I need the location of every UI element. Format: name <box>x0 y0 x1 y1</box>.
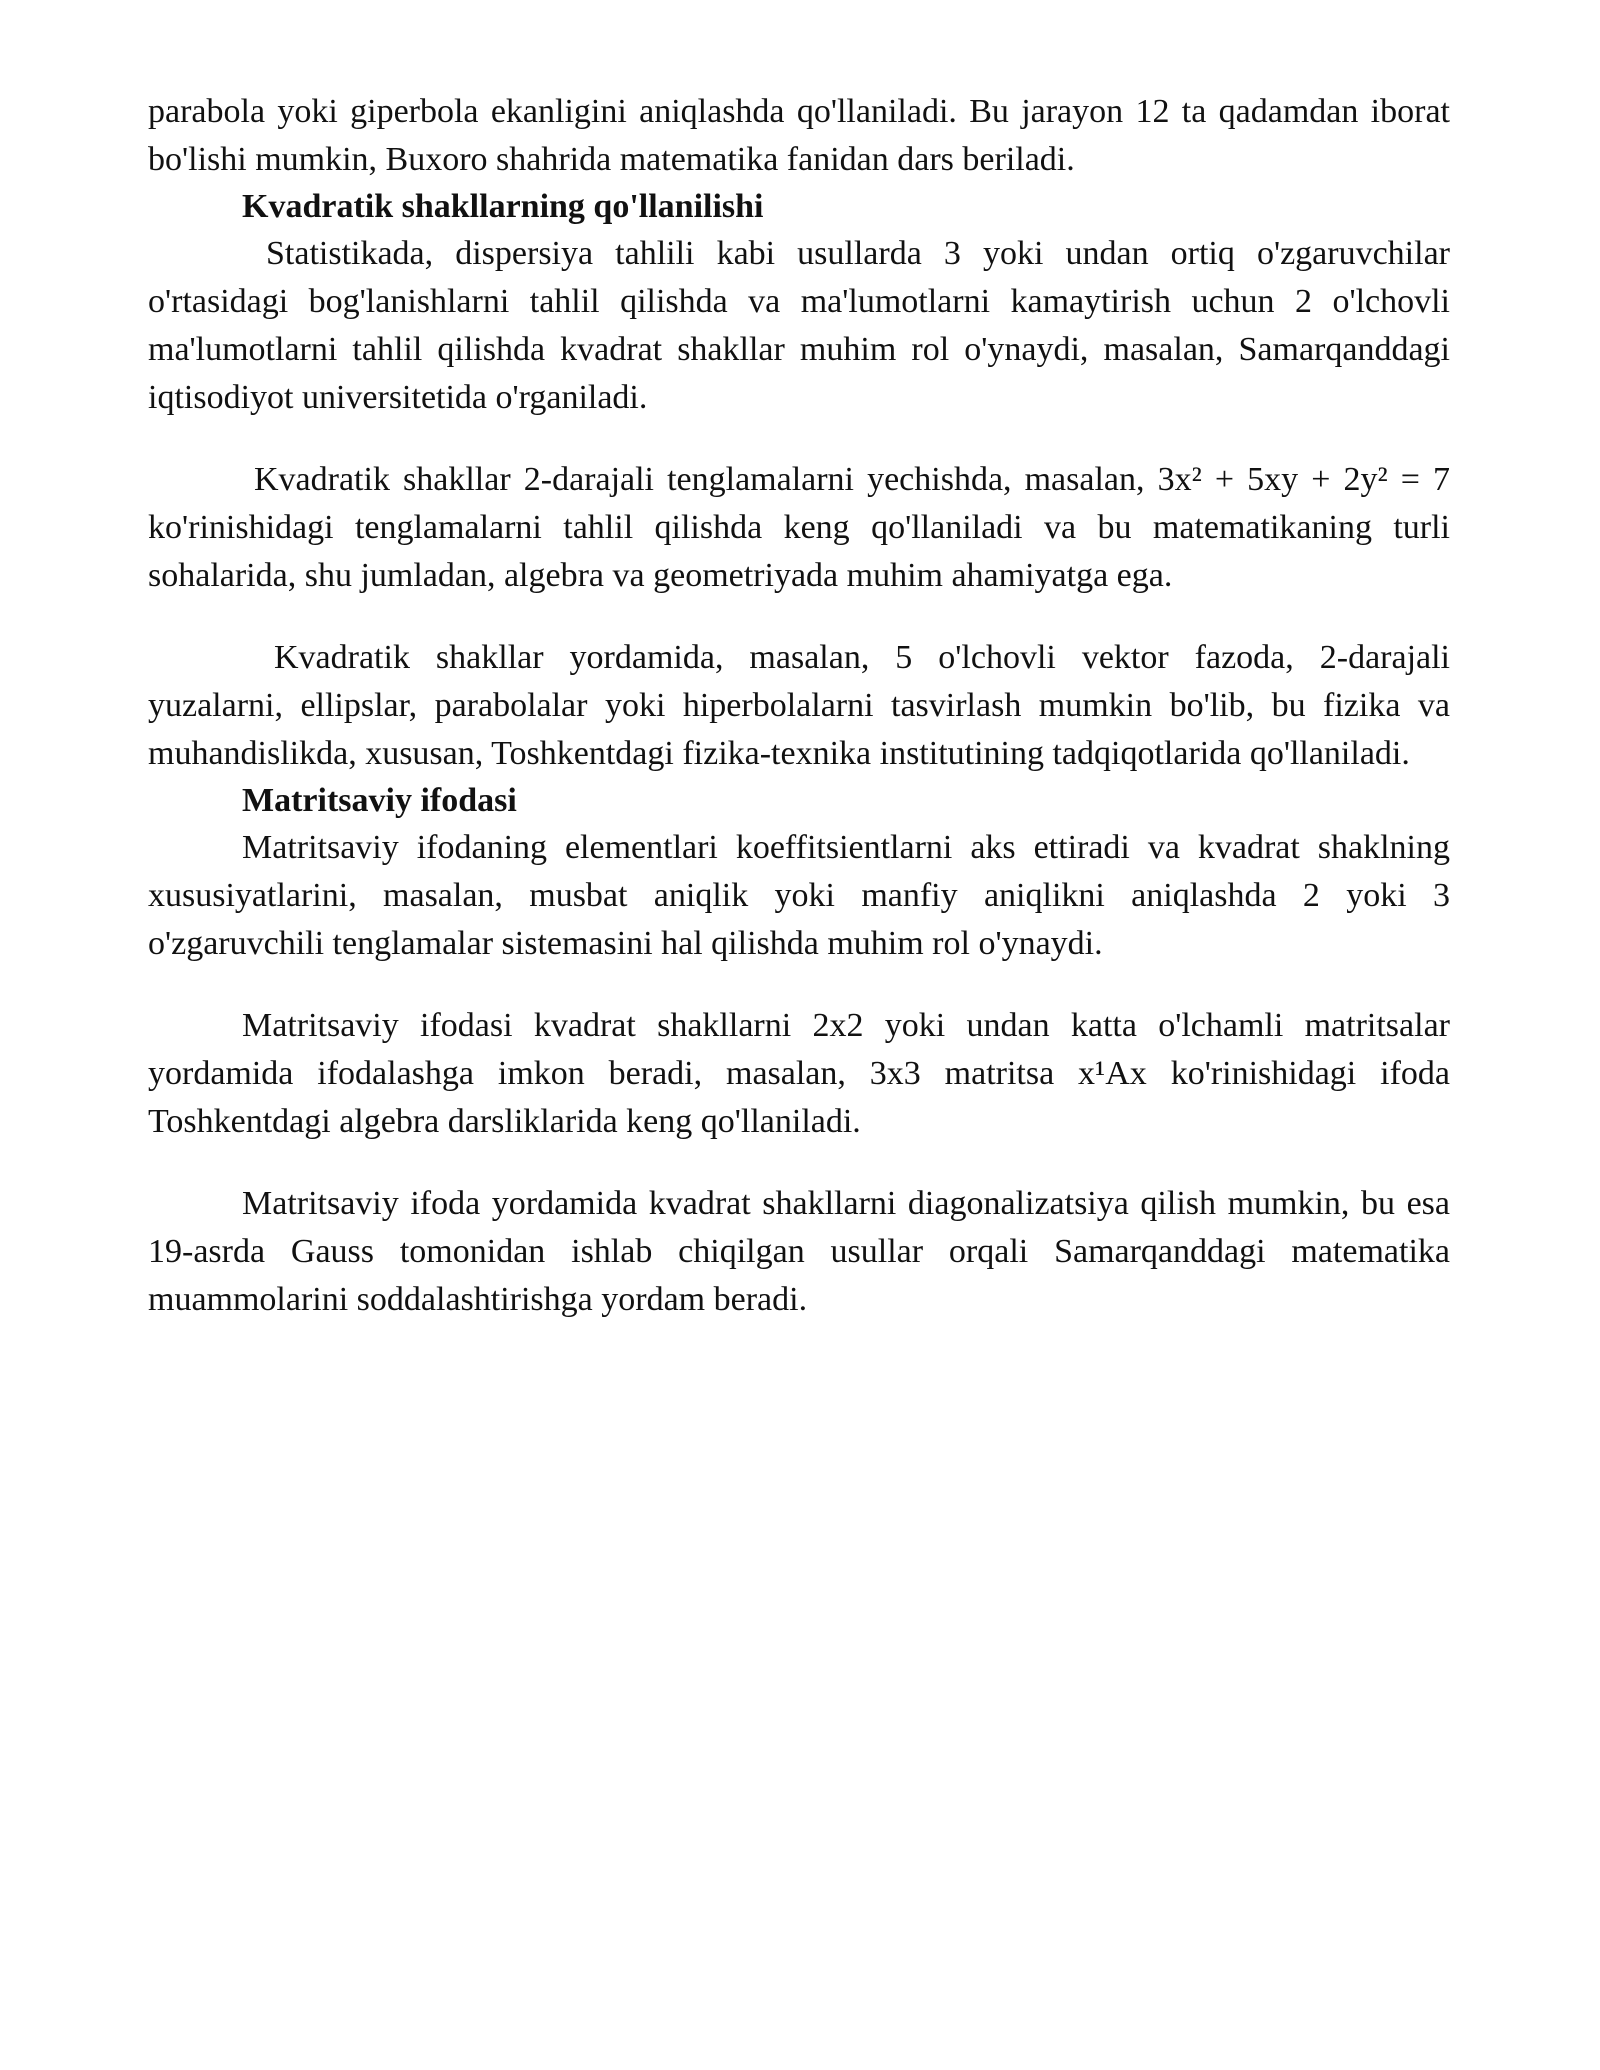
paragraph-equations: Kvadratik shakllar 2-darajali tenglamalarni yechishda, masalan, 3x² + 5xy + 2y² = 7 ko'rinishidagi tenglamalarni tahlil qilishda keng qo'llaniladi va bu matematikaning turli sohalarida, shu jumladan, algebra va geometriyada muhim ahamiyatga ega. <box>148 461 1450 594</box>
document-page <box>148 88 1450 1324</box>
paragraph-matrix-elements: Matritsaviy ifodaning elementlari koeffitsientlarni aks ettiradi va kvadrat shaklning xususiyatlarini, masalan, musbat aniqlik yoki manfiy aniqlikni aniqlashda 2 yoki 3 o'zgaruvchili tenglamalar sistemasini hal qilishda muhim rol o'ynaydi. <box>148 829 1450 962</box>
paragraph-intro: parabola yoki giperbola ekanligini aniqlashda qo'llaniladi. Bu jarayon 12 ta qadamdan iborat bo'lishi mumkin, Buxoro shahrida matematika fanidan dars beriladi. <box>148 93 1450 178</box>
section-heading-applications: Kvadratik shakllarning qo'llanilishi <box>242 188 764 225</box>
paragraph-matrix-representation: Matritsaviy ifodasi kvadrat shakllarni 2x2 yoki undan katta o'lchamli matritsalar yordamida ifodalashga imkon beradi, masalan, 3x3 matritsa x¹Ax ko'rinishidagi ifoda Toshkentdagi algebra darsliklarida keng qo'llaniladi. <box>148 1007 1450 1140</box>
section-heading-matrix: Matritsaviy ifodasi <box>242 782 517 819</box>
paragraph-statistics: Statistikada, dispersiya tahlili kabi usullarda 3 yoki undan ortiq o'zgaruvchilar o'rtasidagi bog'lanishlarni tahlil qilishda va ma'lumotlarni kamaytirish uchun 2 o'lchovli ma'lumotlarni tahlil qilishda kvadrat shakllar muhim rol o'ynaydi, masalan, Samarqanddagi iqtisodiyot universitetida o'rganiladi. <box>148 235 1450 416</box>
paragraph-diagonalization: Matritsaviy ifoda yordamida kvadrat shakllarni diagonalizatsiya qilish mumkin, bu esa 19-asrda Gauss tomonidan ishlab chiqilgan usullar orqali Samarqanddagi matematika muammolarini soddalashtirishga yordam beradi. <box>148 1185 1450 1318</box>
paragraph-surfaces: Kvadratik shakllar yordamida, masalan, 5 o'lchovli vektor fazoda, 2-darajali yuzalarni, ellipslar, parabolalar yoki hiperbolalarni tasvirlash mumkin bo'lib, bu fizika va muhandislikda, xususan, Toshkentdagi fizika-texnika institutining tadqiqotlarida qo'llaniladi. <box>148 639 1450 772</box>
